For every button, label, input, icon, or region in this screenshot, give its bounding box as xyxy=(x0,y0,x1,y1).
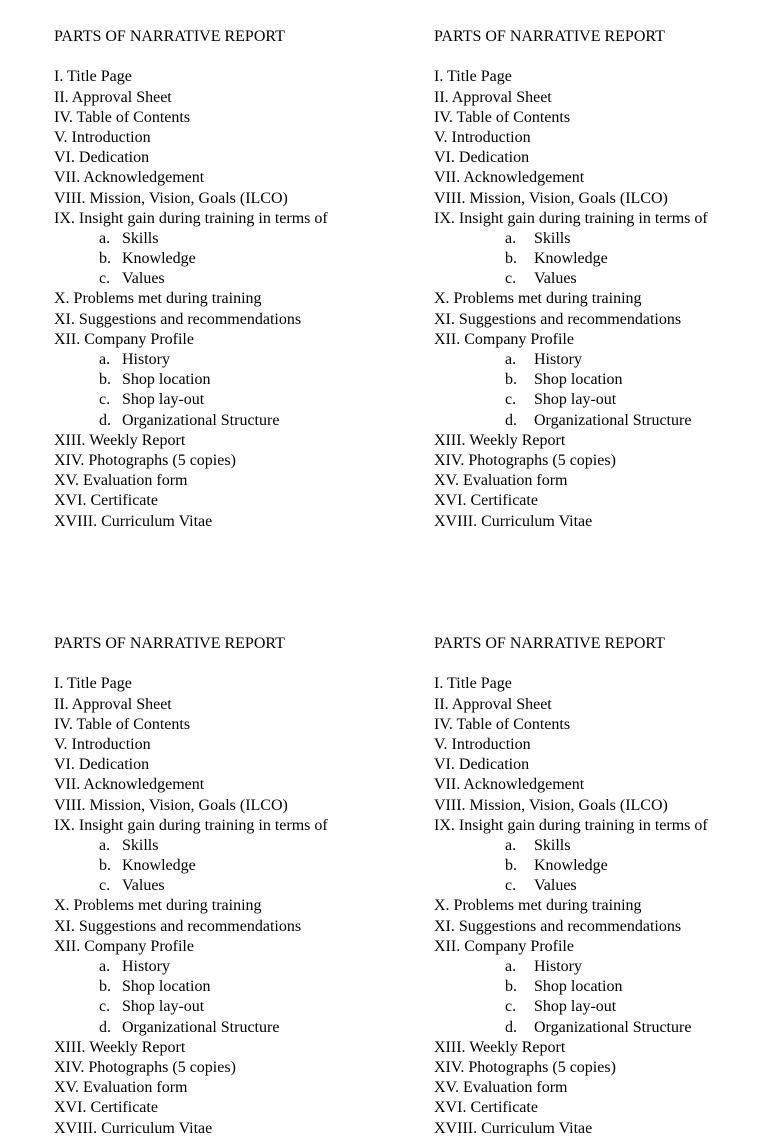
outline-item: XVIII. Curriculum Vitae xyxy=(434,512,593,530)
outline-subitem-letter: c. xyxy=(99,270,111,288)
outline-subitem-text: History xyxy=(122,351,170,368)
outline-subitem-letter: d. xyxy=(505,411,517,429)
outline-subitem xyxy=(434,876,774,896)
outline-subitem xyxy=(434,229,774,249)
outline-heading: PARTS OF NARRATIVE REPORT xyxy=(434,28,665,45)
outline-subitem-letter: a. xyxy=(505,958,517,975)
outline-subitem xyxy=(54,350,394,370)
outline-item: VIII. Mission, Vision, Goals (ILCO) xyxy=(54,796,288,814)
outline-subitem xyxy=(54,876,394,896)
outline-subitem-letter: b. xyxy=(505,371,517,389)
outline-subitem-letter: b. xyxy=(505,250,517,268)
outline-subitem xyxy=(434,370,774,390)
outline-subitem-letter: d. xyxy=(505,1018,517,1036)
outline-subitem-text: Knowledge xyxy=(534,250,608,268)
outline-subitem xyxy=(434,390,774,410)
outline-item: VI. Dedication xyxy=(434,756,530,774)
outline-subitem-text: Values xyxy=(122,270,165,288)
outline-item: XV. Evaluation form xyxy=(434,1079,568,1097)
outline-item: XII. Company Profile xyxy=(54,330,194,348)
outline-subitem-letter: a. xyxy=(505,229,517,247)
outline-item: VIII. Mission, Vision, Goals (ILCO) xyxy=(434,796,668,814)
outline-item: VIII. Mission, Vision, Goals (ILCO) xyxy=(434,189,668,207)
outline-item: II. Approval Sheet xyxy=(434,695,552,713)
outline-item: XIII. Weekly Report xyxy=(434,431,566,449)
outline-subitem-text: Shop location xyxy=(122,371,211,389)
outline-subitem xyxy=(434,350,774,370)
outline-subitem-text: Organizational Structure xyxy=(534,411,692,429)
outline-subitem-text: Shop lay-out xyxy=(122,391,205,409)
outline-subitem-letter: b. xyxy=(99,857,111,875)
outline-item: V. Introduction xyxy=(54,128,151,146)
outline-subitem-letter: b. xyxy=(99,371,111,389)
outline-subitem xyxy=(54,856,394,876)
outline-subitem-text: Organizational Structure xyxy=(122,1018,280,1036)
outline-item: XV. Evaluation form xyxy=(54,1079,188,1097)
outline-subitem-text: History xyxy=(534,958,582,975)
outline-list xyxy=(54,67,394,531)
outline-item: VII. Acknowledgement xyxy=(54,776,205,794)
report-outline-top-left xyxy=(54,27,394,532)
outline-item: XIII. Weekly Report xyxy=(54,431,186,449)
outline-subitem xyxy=(54,411,394,431)
outline-subitem-text: Values xyxy=(534,877,577,895)
outline-subitem xyxy=(54,249,394,269)
outline-subitem xyxy=(434,411,774,431)
outline-item: IV. Table of Contents xyxy=(54,108,191,126)
outline-subitem-text: Values xyxy=(122,877,165,895)
outline-item: IX. Insight gain during training in terms of xyxy=(434,816,708,834)
outline-subitem-text: Shop lay-out xyxy=(534,391,617,409)
outline-subitem xyxy=(54,997,394,1017)
outline-item: IV. Table of Contents xyxy=(434,108,571,126)
outline-subitem-text: Knowledge xyxy=(122,857,196,875)
outline-item: IX. Insight gain during training in terms of xyxy=(54,816,328,834)
outline-item: II. Approval Sheet xyxy=(54,695,172,713)
outline-list xyxy=(434,674,774,1138)
outline-item: XVI. Certificate xyxy=(434,1099,538,1117)
outline-subitem-letter: c. xyxy=(505,270,517,288)
outline-item: XIII. Weekly Report xyxy=(434,1038,566,1056)
outline-subitem-text: Shop location xyxy=(122,978,211,996)
outline-item: XVI. Certificate xyxy=(54,1099,158,1117)
outline-subitem-letter: c. xyxy=(99,391,111,409)
outline-item: XII. Company Profile xyxy=(434,330,574,348)
outline-subitem-letter: a. xyxy=(99,836,111,854)
outline-subitem-text: History xyxy=(122,958,170,975)
outline-list xyxy=(54,674,394,1138)
outline-subitem-letter: a. xyxy=(99,958,111,975)
outline-subitem xyxy=(434,249,774,269)
outline-item: XI. Suggestions and recommendations xyxy=(434,310,682,328)
outline-item: IV. Table of Contents xyxy=(54,715,191,733)
outline-subitem-letter: b. xyxy=(99,250,111,268)
outline-subitem xyxy=(54,370,394,390)
outline-item: VIII. Mission, Vision, Goals (ILCO) xyxy=(54,189,288,207)
outline-item: XVIII. Curriculum Vitae xyxy=(54,1119,213,1137)
outline-subitem-text: Shop lay-out xyxy=(534,998,617,1016)
outline-subitem xyxy=(434,977,774,997)
outline-subitem-text: Skills xyxy=(122,836,159,854)
outline-item: X. Problems met during training xyxy=(434,290,642,308)
outline-item: VI. Dedication xyxy=(54,149,150,167)
outline-item: XVI. Certificate xyxy=(54,492,158,510)
outline-subitem-letter: b. xyxy=(99,978,111,996)
outline-item: XII. Company Profile xyxy=(54,937,194,955)
outline-subitem-text: Shop location xyxy=(534,371,623,389)
outline-subitem xyxy=(434,997,774,1017)
outline-item: VI. Dedication xyxy=(54,756,150,774)
outline-item: X. Problems met during training xyxy=(434,897,642,915)
outline-subitem-letter: d. xyxy=(99,1018,111,1036)
outline-subitem-text: Knowledge xyxy=(534,857,608,875)
outline-item: IX. Insight gain during training in terms of xyxy=(434,209,708,227)
outline-subitem xyxy=(54,957,394,977)
outline-item: I. Title Page xyxy=(434,68,512,86)
outline-item: V. Introduction xyxy=(54,735,151,753)
outline-subitem-letter: a. xyxy=(505,836,517,854)
report-outline-bottom-right xyxy=(434,634,774,1139)
outline-subitem-text: Skills xyxy=(534,836,571,854)
outline-subitem-letter: b. xyxy=(505,857,517,875)
outline-item: XV. Evaluation form xyxy=(434,472,568,490)
outline-heading: PARTS OF NARRATIVE REPORT xyxy=(434,635,665,652)
outline-item: XIII. Weekly Report xyxy=(54,1038,186,1056)
outline-item: XI. Suggestions and recommendations xyxy=(54,310,302,328)
outline-subitem xyxy=(54,269,394,289)
outline-item: XIV. Photographs (5 copies) xyxy=(54,451,236,469)
outline-item: XV. Evaluation form xyxy=(54,472,188,490)
outline-subitem-letter: a. xyxy=(99,351,111,368)
outline-item: X. Problems met during training xyxy=(54,290,262,308)
outline-subitem-letter: a. xyxy=(505,351,517,368)
outline-item: I. Title Page xyxy=(434,675,512,693)
outline-subitem-letter: c. xyxy=(505,877,517,895)
outline-subitem-letter: c. xyxy=(505,998,517,1016)
outline-item: IV. Table of Contents xyxy=(434,715,571,733)
outline-item: VII. Acknowledgement xyxy=(434,776,585,794)
outline-subitem xyxy=(54,390,394,410)
outline-item: XI. Suggestions and recommendations xyxy=(434,917,682,935)
outline-item: I. Title Page xyxy=(54,68,132,86)
outline-heading: PARTS OF NARRATIVE REPORT xyxy=(54,635,285,652)
outline-heading: PARTS OF NARRATIVE REPORT xyxy=(54,28,285,45)
outline-item: XVIII. Curriculum Vitae xyxy=(434,1119,593,1137)
outline-subitem xyxy=(434,957,774,977)
outline-item: II. Approval Sheet xyxy=(54,88,172,106)
outline-item: XVI. Certificate xyxy=(434,492,538,510)
outline-subitem-letter: c. xyxy=(99,998,111,1016)
outline-list xyxy=(434,67,774,531)
outline-item: VII. Acknowledgement xyxy=(54,169,205,187)
outline-subitem-text: Skills xyxy=(122,229,159,247)
outline-item: II. Approval Sheet xyxy=(434,88,552,106)
outline-item: XIV. Photographs (5 copies) xyxy=(434,1058,616,1076)
outline-subitem-text: Organizational Structure xyxy=(122,411,280,429)
outline-subitem xyxy=(434,856,774,876)
outline-item: XII. Company Profile xyxy=(434,937,574,955)
outline-item: XIV. Photographs (5 copies) xyxy=(434,451,616,469)
outline-subitem-text: Knowledge xyxy=(122,250,196,268)
outline-subitem xyxy=(434,1018,774,1038)
outline-item: V. Introduction xyxy=(434,128,531,146)
outline-item: V. Introduction xyxy=(434,735,531,753)
outline-subitem-text: History xyxy=(534,351,582,368)
outline-subitem xyxy=(434,836,774,856)
outline-subitem xyxy=(54,1018,394,1038)
outline-subitem-letter: a. xyxy=(99,229,111,247)
outline-item: I. Title Page xyxy=(54,675,132,693)
outline-subitem xyxy=(434,269,774,289)
report-outline-top-right xyxy=(434,27,774,532)
outline-item: VI. Dedication xyxy=(434,149,530,167)
outline-subitem xyxy=(54,229,394,249)
outline-subitem-text: Shop location xyxy=(534,978,623,996)
outline-item: X. Problems met during training xyxy=(54,897,262,915)
outline-subitem xyxy=(54,977,394,997)
outline-subitem-letter: c. xyxy=(99,877,111,895)
outline-subitem-letter: c. xyxy=(505,391,517,409)
outline-subitem-text: Values xyxy=(534,270,577,288)
outline-subitem-text: Organizational Structure xyxy=(534,1018,692,1036)
outline-item: XI. Suggestions and recommendations xyxy=(54,917,302,935)
outline-subitem-letter: b. xyxy=(505,978,517,996)
outline-item: IX. Insight gain during training in terms of xyxy=(54,209,328,227)
outline-item: XVIII. Curriculum Vitae xyxy=(54,512,213,530)
outline-subitem-letter: d. xyxy=(99,411,111,429)
outline-subitem xyxy=(54,836,394,856)
report-outline-bottom-left xyxy=(54,634,394,1139)
outline-subitem-text: Shop lay-out xyxy=(122,998,205,1016)
outline-item: VII. Acknowledgement xyxy=(434,169,585,187)
outline-subitem-text: Skills xyxy=(534,229,571,247)
outline-item: XIV. Photographs (5 copies) xyxy=(54,1058,236,1076)
